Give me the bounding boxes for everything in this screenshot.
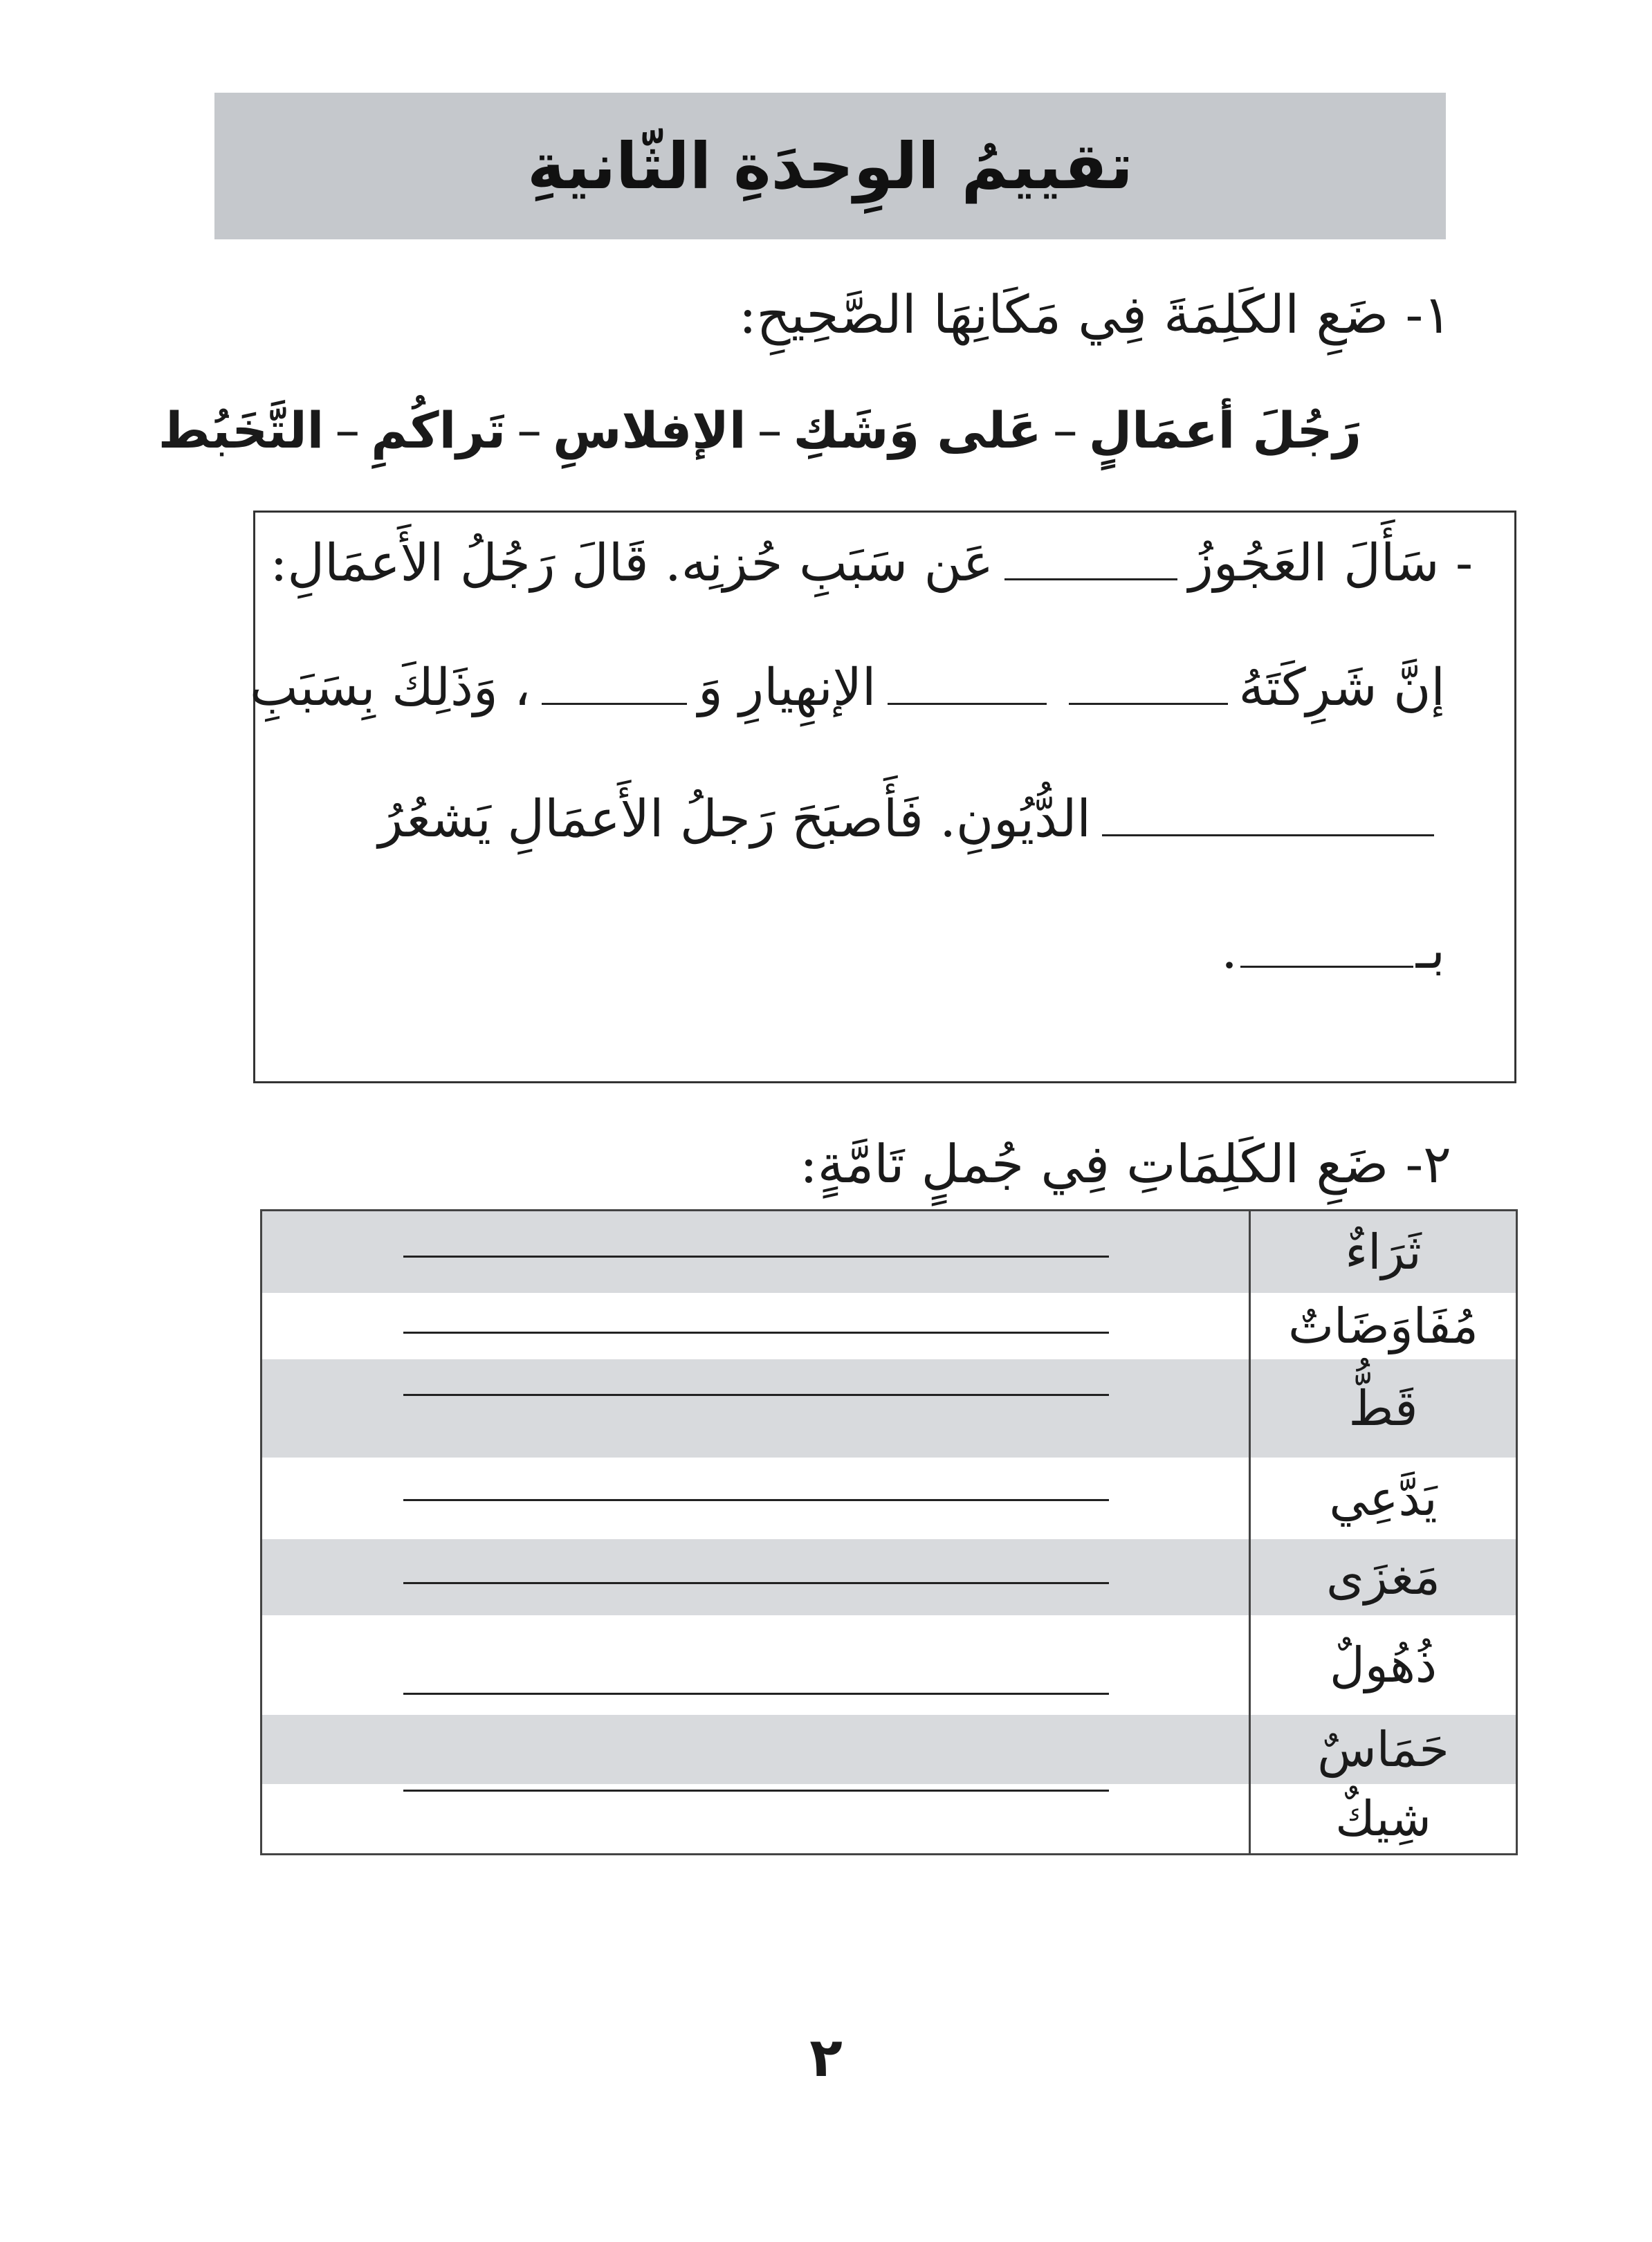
answer-line[interactable] — [403, 1499, 1109, 1501]
word-bank-separator: – — [517, 401, 542, 459]
text-segment: ، وَذَلِكَ بِسَبَبِ — [250, 658, 531, 717]
fill-line-2 — [250, 658, 1445, 717]
answer-blank[interactable] — [1004, 576, 1177, 580]
question-2-heading: ٢- ضَعِ الكَلِمَاتِ فِي جُملٍ تَامَّةٍ: — [800, 1133, 1451, 1195]
table-row — [262, 1458, 1516, 1539]
vocab-word: يَدَّعِي — [1329, 1470, 1438, 1527]
vocab-word: ذُهُولٌ — [1329, 1637, 1438, 1693]
title-banner — [214, 93, 1446, 239]
text-segment: - سَأَلَ العَجُوزُ — [1188, 533, 1473, 593]
fill-line-3 — [378, 789, 1445, 849]
word-bank-separator: – — [757, 401, 782, 459]
answer-blank[interactable] — [1102, 831, 1434, 836]
vocab-word: مُفَاوَضَاتٌ — [1288, 1298, 1478, 1354]
column-divider — [1249, 1211, 1251, 1853]
table-row — [262, 1715, 1516, 1784]
vocab-word: ثَرَاءٌ — [1345, 1224, 1422, 1280]
table-row — [262, 1359, 1516, 1458]
table-row — [262, 1211, 1516, 1293]
table-row — [262, 1615, 1516, 1715]
word-bank — [158, 401, 1361, 459]
answer-blank[interactable] — [542, 700, 687, 705]
page-number: ٢ — [809, 2027, 843, 2089]
table-row — [262, 1293, 1516, 1359]
question-1-heading: ١- ضَعِ الكَلِمَةَ فِي مَكَانِهَا الصَّحِيحِ: — [738, 284, 1451, 345]
answer-blank[interactable] — [1069, 700, 1228, 705]
answer-line[interactable] — [403, 1582, 1109, 1584]
vocab-word: حَمَاسٌ — [1317, 1721, 1449, 1778]
word-bank-separator: – — [335, 401, 360, 459]
fill-line-4 — [1221, 921, 1445, 980]
vocab-word: قَطُّ — [1348, 1380, 1418, 1437]
table-row — [262, 1539, 1516, 1615]
fill-in-box — [250, 511, 1516, 1083]
word-bank-item: الإفلاسِ — [553, 401, 746, 459]
text-segment: الإنهِيارِ وَ — [698, 658, 877, 717]
answer-line[interactable] — [403, 1693, 1109, 1695]
answer-line[interactable] — [403, 1394, 1109, 1396]
word-bank-item: عَلى وَشَكِ — [793, 401, 1042, 459]
text-segment: الدُّيُونِ. فَأَصبَحَ رَجلُ الأَعمَالِ يَشعُرُ — [378, 789, 1091, 849]
sentences-table — [260, 1209, 1518, 1855]
table-row — [262, 1784, 1516, 1853]
answer-blank[interactable] — [1240, 963, 1413, 968]
answer-line[interactable] — [403, 1256, 1109, 1258]
word-bank-item: تَراكُمِ — [371, 401, 506, 459]
vocab-word: مَغزَى — [1326, 1549, 1440, 1606]
answer-blank[interactable] — [888, 700, 1047, 705]
word-bank-separator: – — [1052, 401, 1078, 459]
vocab-word: شِيكٌ — [1335, 1790, 1431, 1847]
text-segment: بـ — [1415, 921, 1445, 980]
fill-line-1 — [270, 533, 1473, 593]
answer-line[interactable] — [403, 1332, 1109, 1334]
text-segment: . — [1221, 921, 1238, 980]
word-bank-item: التَّخَبُط — [158, 401, 324, 459]
page-title: تقييمُ الوِحدَةِ الثّانيةِ — [527, 129, 1133, 203]
word-bank-item: رَجُلَ أعمَالٍ — [1088, 401, 1361, 459]
text-segment: إنَّ شَرِكَتَهُ — [1238, 658, 1445, 717]
text-segment: عَن سَبَبِ حُزنِه. قَالَ رَجُلُ الأَعمَالِ: — [270, 533, 994, 593]
